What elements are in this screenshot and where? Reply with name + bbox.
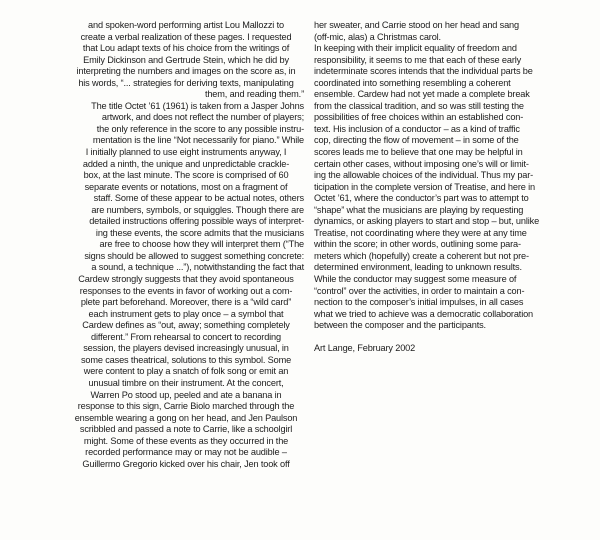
- text-line: within the score; in other words, outlining some para-: [314, 239, 521, 250]
- text-line: Warren Po stood up, peeled and ate a banana in: [90, 389, 282, 400]
- text-line: each instrument gets to play once – a symbol that: [88, 308, 284, 319]
- text-line: Octet ’61, where the conductor’s part was to attempt to: [314, 193, 529, 204]
- text-line: In keeping with their implicit equality of freedom and: [314, 43, 517, 54]
- text-line: interpreting the numbers and images on the score as, in: [76, 66, 296, 77]
- text-line: the only reference in the score to any possible instru-: [96, 123, 304, 134]
- text-line: Cardew strongly suggests that they avoid spontaneous: [78, 274, 294, 285]
- text-line: mentation is the line “Not necessarily for piano.” While: [92, 135, 304, 146]
- left-column: [68, 20, 304, 470]
- text-line: coordinated into something resembling a coherent: [314, 77, 511, 88]
- text-line: indeterminate scores intends that the individual parts be: [314, 66, 533, 77]
- text-line: Guillermo Gregorio kicked over his chair, Jen took off: [82, 458, 290, 469]
- text-line: The title Octet ’61 (1961) is taken from a Jasper Johns: [91, 100, 304, 111]
- text-line: Emily Dickinson and Gertrude Stein, which he did by: [83, 54, 289, 65]
- text-line: cop, directing the flow of movement – in some of the: [314, 135, 519, 146]
- text-line: detailed instructions offering possible ways of interpret-: [89, 216, 304, 227]
- text-line: were content to play a snatch of folk song or emit an: [83, 366, 289, 377]
- text-line: separate events or notations, most on a fragment of: [84, 181, 288, 192]
- text-line: meters which (hopefully) create a coherent but not pre-: [314, 250, 529, 261]
- text-line: ensemble wearing a gong on her head, and Jen Paulson: [74, 412, 298, 423]
- text-line: possibilities of free choices within an established con-: [314, 112, 524, 123]
- right-column-text: [314, 20, 540, 332]
- text-line: ing the allowable choices of the individual. Thus my par-: [314, 170, 534, 181]
- text-line: create a verbal realization of these pages. I requested: [80, 31, 292, 42]
- text-line: responsibility, it seems to me that each of these early: [314, 54, 522, 65]
- text-line: might. Some of these events as they occurred in the: [83, 435, 289, 446]
- text-line: are numbers, symbols, or squiggles. Though there are: [91, 204, 304, 215]
- text-line: responses to the events in favor of working out a com-: [79, 285, 293, 296]
- text-line: plete part beforehand. Moreover, there is a “wild card”: [80, 297, 292, 308]
- text-line: text. His inclusion of a conductor – as a kind of traffic: [314, 123, 520, 134]
- text-line: a sound, a technique ...”), notwithstanding the fact that: [91, 262, 304, 273]
- text-line: staff. Some of these appear to be actual notes, others: [93, 193, 304, 204]
- text-line: his words, “... strategies for deriving texts, manipulating: [78, 77, 294, 88]
- text-line: While the conductor may suggest some measure of: [314, 274, 517, 285]
- text-line: nection to the composer’s initial impulses, in all cases: [314, 297, 524, 308]
- text-line: ing these events, the score admits that the musicians: [95, 227, 304, 238]
- text-line: are free to choose how they will interpret them (“The: [99, 239, 304, 250]
- text-line: some cases theatrical, solutions to this symbol. Some: [80, 354, 292, 365]
- text-line: ticipation in the complete version of Treatise, and here in: [314, 181, 535, 192]
- text-line: what we tried to achieve was a democratic collaboration: [314, 308, 534, 319]
- text-line: recorded performance may or may not be audible –: [85, 447, 287, 458]
- text-line: determined environment, leading to unknown results.: [314, 262, 522, 273]
- text-line: session, the players devised increasingly unusual, in: [83, 343, 289, 354]
- text-line: signs should be allowed to suggest something concrete:: [84, 250, 304, 261]
- text-line: artwork, and does not reflect the number of players;: [101, 112, 304, 123]
- text-line: “shape” what the musicians are playing by requesting: [314, 204, 524, 215]
- text-line: from the classical tradition, and so was still testing the: [314, 100, 524, 111]
- right-column: [314, 20, 540, 355]
- text-line: that Lou adapt texts of his choice from the writings of: [82, 43, 290, 54]
- text-line: I initially planned to use eight instruments anyway, I: [85, 147, 287, 158]
- text-line: “control” over the activities, in order to maintain a con-: [314, 285, 525, 296]
- text-line: scribbled and passed a note to Carrie, like a schoolgirl: [79, 424, 293, 435]
- text-line: them, and reading them.”: [204, 89, 304, 100]
- text-line: between the composer and the participants.: [314, 320, 486, 331]
- text-line: Treatise, not coordinating where they were at any time: [314, 227, 527, 238]
- text-line: certain other cases, without imposing one’s will or limit-: [314, 158, 529, 169]
- text-line: dynamics, or asking players to start and stop – but, unlike: [314, 216, 540, 227]
- text-line: added a ninth, the unique and unpredictable crackle-: [82, 158, 290, 169]
- text-line: ensemble. Cardew had not yet made a complete break: [314, 89, 530, 100]
- text-line: and spoken-word performing artist Lou Mallozzi to: [88, 20, 284, 30]
- text-line: her sweater, and Carrie stood on her head and sang: [314, 20, 519, 30]
- text-line: Cardew defines as “out, away; something completely: [82, 320, 290, 331]
- text-line: box, at the last minute. The score is comprised of 60: [83, 170, 289, 181]
- signature: Art Lange, February 2002: [314, 343, 416, 354]
- text-line: response to this sign, Carrie Biolo marched through the: [77, 401, 295, 412]
- text-line: scores leads me to believe that one may be helpful in: [314, 147, 523, 158]
- text-line: different.” From rehearsal to concert to recording: [91, 331, 281, 342]
- text-line: (off-mic, alas) a Christmas carol.: [314, 31, 441, 42]
- text-line: unusual timbre on their instrument. At the concert,: [88, 377, 284, 388]
